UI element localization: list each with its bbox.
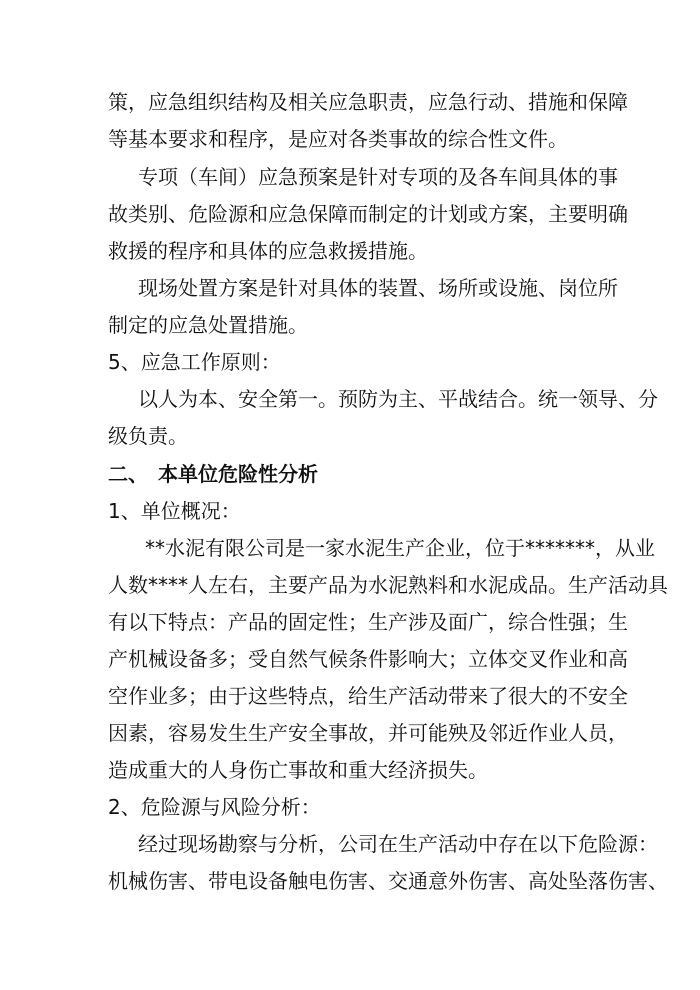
section-heading-emergency-principles: 5、应急工作原则： [108,350,281,374]
paragraph-line: **水泥有限公司是一家水泥生产企业，位于*******，从业 [145,536,655,560]
paragraph-line: 人数****人左右，主要产品为水泥熟料和水泥成品。生产活动具 [108,573,668,597]
paragraph-line: 专项（车间）应急预案是针对专项的及各车间具体的事 [138,165,618,189]
paragraph-line: 空作业多；由于这些特点，给生产活动带来了很大的不安全 [108,684,628,708]
paragraph-line: 等基本要求和程序，是应对各类事故的综合性文件。 [108,127,568,151]
paragraph-line: 以人为本、安全第一。预防为主、平战结合。统一领导、分 [138,387,658,411]
paragraph-line: 级负责。 [108,424,188,448]
paragraph-line: 因素，容易发生生产安全事故，并可能殃及邻近作业人员， [108,721,628,745]
paragraph-line: 造成重大的人身伤亡事故和重大经济损失。 [108,758,488,782]
paragraph-line: 经过现场勘察与分析，公司在生产活动中存在以下危险源： [138,832,658,856]
paragraph-line: 机械伤害、带电设备触电伤害、交通意外伤害、高处坠落伤害、 [108,869,668,893]
section-heading-unit-overview: 1、单位概况： [108,499,241,523]
paragraph-line: 救援的程序和具体的应急救援措施。 [108,239,428,263]
section-heading-hazard-analysis: 2、危险源与风险分析： [108,795,321,819]
paragraph-line: 制定的应急处置措施。 [108,313,308,337]
paragraph-line: 产机械设备多；受自然气候条件影响大；立体交叉作业和高 [108,647,628,671]
paragraph-line: 策，应急组织结构及相关应急职责，应急行动、措施和保障 [108,90,628,114]
paragraph-line: 现场处置方案是针对具体的装置、场所或设施、岗位所 [138,276,618,300]
paragraph-line: 故类别、危险源和应急保障而制定的计划或方案，主要明确 [108,202,628,226]
paragraph-line: 有以下特点：产品的固定性；生产涉及面广，综合性强；生 [108,610,628,634]
chapter-heading: 二、 本单位危险性分析 [108,462,318,486]
